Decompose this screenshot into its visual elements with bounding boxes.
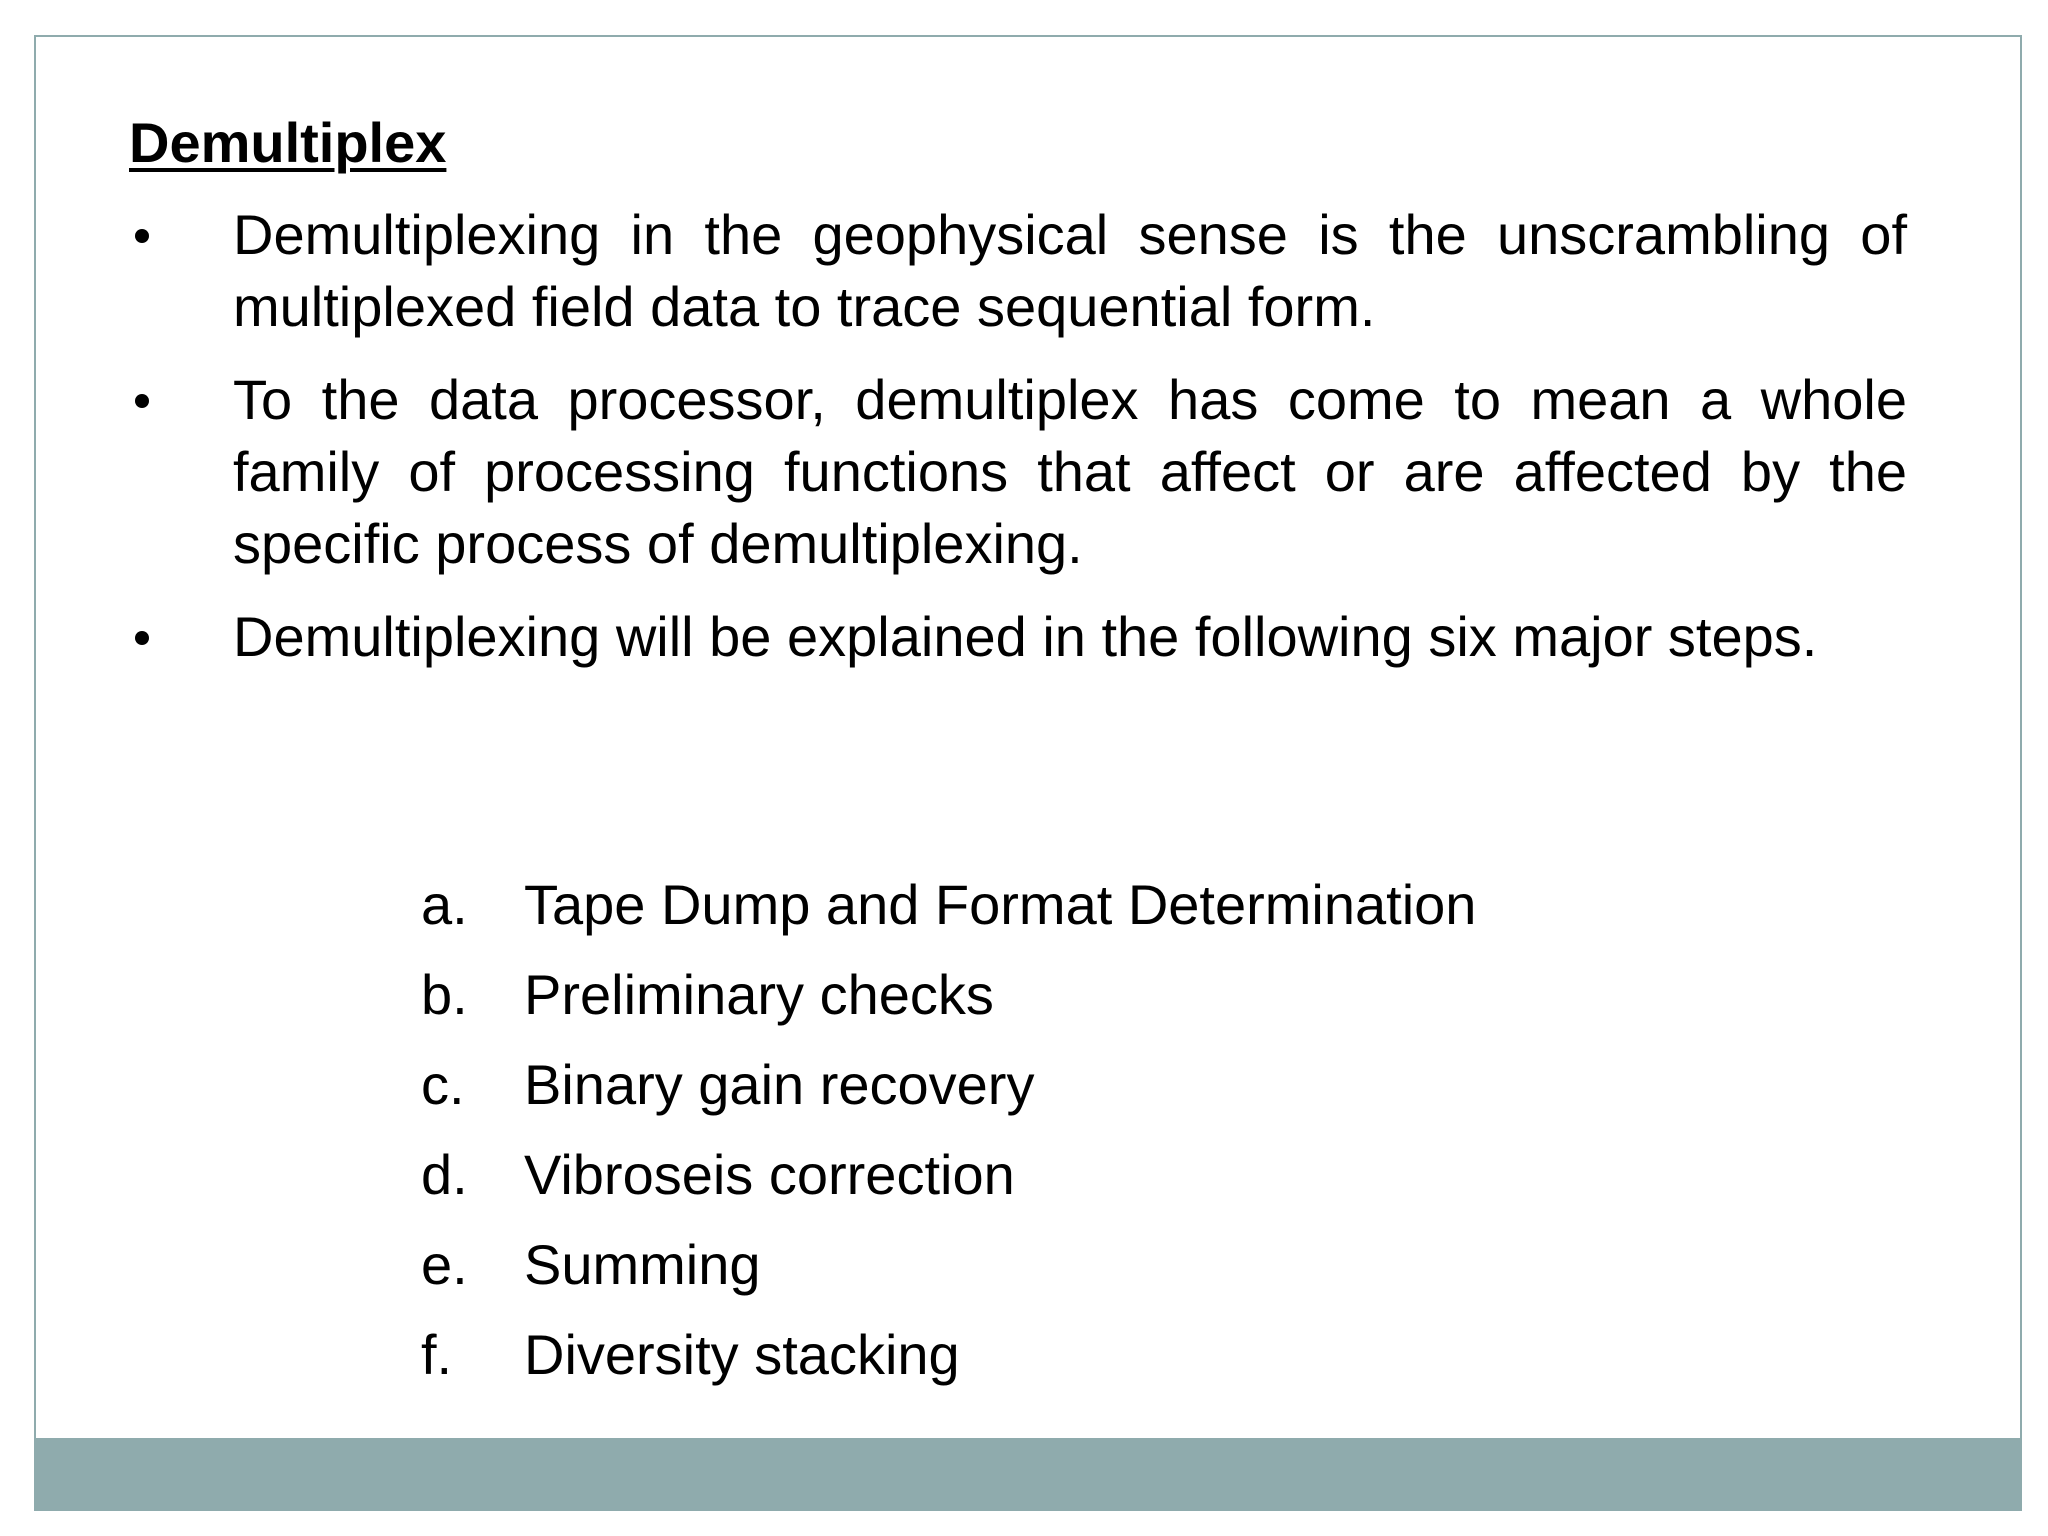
bullet-text: Demultiplexing will be explained in the following six major steps. xyxy=(233,605,1818,668)
bullet-item xyxy=(129,364,1907,580)
bullet-text: Demultiplexing in the geophysical sense is the unscrambling of multiplexed field data to trace sequential form. xyxy=(233,203,1907,338)
step-text: Vibroseis correction xyxy=(524,1143,1015,1206)
bullet-list xyxy=(129,199,1907,694)
footer-bar xyxy=(36,1438,2020,1509)
bullet-icon xyxy=(135,394,149,408)
step-marker: b. xyxy=(421,963,468,1026)
step-text: Preliminary checks xyxy=(524,963,994,1026)
bullet-text: To the data processor, demultiplex has come to mean a whole family of processing functions that affect or are affected by the specific process of demultiplexing. xyxy=(233,368,1907,575)
bullet-item xyxy=(129,601,1907,673)
step-marker: e. xyxy=(421,1233,468,1296)
step-text: Diversity stacking xyxy=(524,1323,960,1386)
step-text: Summing xyxy=(524,1233,761,1296)
step-marker: c. xyxy=(421,1053,465,1116)
step-text: Binary gain recovery xyxy=(524,1053,1035,1116)
step-text: Tape Dump and Format Determination xyxy=(524,873,1477,936)
slide-title: Demultiplex xyxy=(129,111,447,174)
step-marker: d. xyxy=(421,1143,468,1206)
step-marker: f. xyxy=(421,1323,453,1386)
bullet-item xyxy=(129,199,1907,343)
bullet-icon xyxy=(135,631,149,645)
slide xyxy=(34,35,2022,1511)
bullet-icon xyxy=(135,229,149,243)
step-marker: a. xyxy=(421,873,468,936)
